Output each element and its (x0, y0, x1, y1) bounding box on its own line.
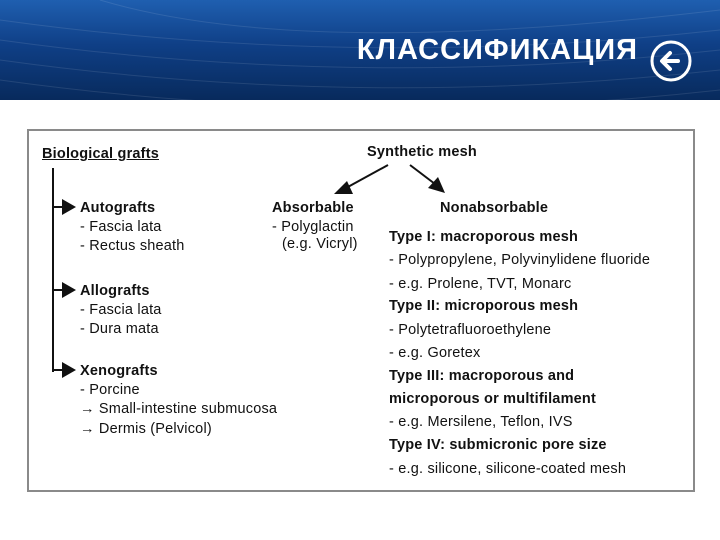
arrowhead-absorbable (334, 181, 353, 194)
type-i-title: Type I: macroporous mesh (389, 229, 579, 245)
allografts-item: - Dura mata (80, 321, 159, 337)
branch-nonabsorbable (410, 165, 435, 184)
autografts-item: - Fascia lata (80, 219, 162, 235)
type-ii-item: - e.g. Goretex (389, 345, 481, 361)
xenografts-item: - Porcine (80, 382, 140, 398)
type-i-item: - e.g. Prolene, TVT, Monarc (389, 276, 572, 292)
autografts-title: Autografts (80, 200, 156, 216)
type-ii-title: Type II: microporous mesh (389, 298, 579, 314)
absorbable-item: (e.g. Vicryl) (282, 236, 358, 252)
type-iii-title-line2: microporous or multifilament (389, 391, 597, 407)
arrowhead-autografts (62, 199, 76, 215)
type-ii-item: - Polytetrafluoroethylene (389, 322, 552, 338)
synthetic-mesh-header: Synthetic mesh (367, 144, 477, 160)
allografts-item: - Fascia lata (80, 302, 162, 318)
type-i-item: - Polypropylene, Polyvinylidene fluoride (389, 252, 651, 268)
slide-title: КЛАССИФИКАЦИЯ (356, 34, 638, 66)
absorbable-item: - Polyglactin (272, 219, 354, 235)
type-iv-title: Type IV: submicronic pore size (389, 437, 607, 453)
xenografts-item: → Dermis (Pelvicol) (80, 421, 212, 437)
type-iii-item: - e.g. Mersilene, Teflon, IVS (389, 414, 573, 430)
allografts-title: Allografts (80, 283, 150, 299)
branch-absorbable (346, 165, 388, 188)
arrowhead-allografts (62, 282, 76, 298)
nonabsorbable-title: Nonabsorbable (440, 200, 549, 216)
arrowhead-xenografts (62, 362, 76, 378)
biological-grafts-header: Biological grafts (42, 146, 159, 162)
absorbable-title: Absorbable (272, 200, 354, 216)
type-iii-title: Type III: macroporous and (389, 368, 575, 384)
autografts-item: - Rectus sheath (80, 238, 185, 254)
xenografts-item: → Small-intestine submucosa (80, 401, 278, 417)
type-iv-item: - e.g. silicone, silicone-coated mesh (389, 461, 627, 477)
xenografts-title: Xenografts (80, 363, 158, 379)
